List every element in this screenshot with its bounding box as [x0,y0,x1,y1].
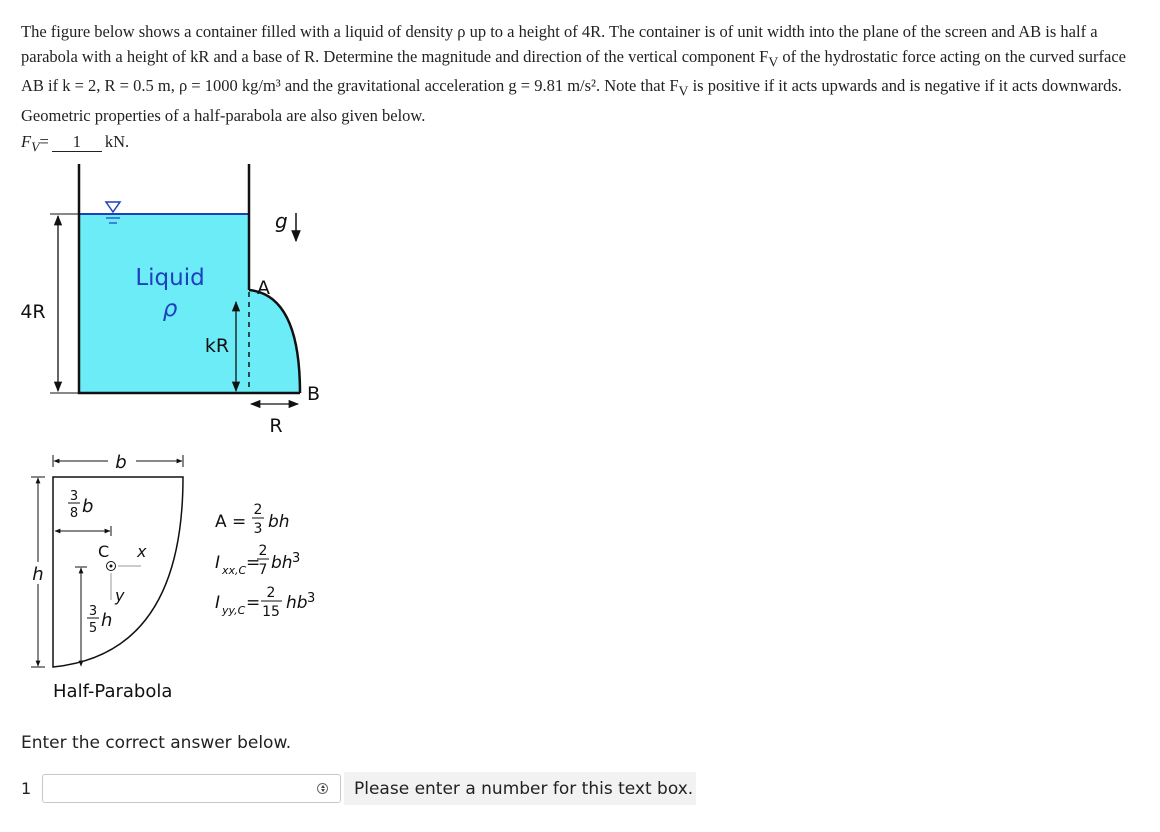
ixx-formula [215,543,300,578]
hp-h-label: h [32,564,44,585]
svg-text:I: I [215,593,221,613]
problem-figure [0,160,360,710]
svg-text:hb: hb [286,593,308,613]
svg-text:=: = [246,593,261,613]
svg-text:A =: A = [215,512,247,532]
liquid-region [79,214,300,393]
hp-b-label: b [115,452,127,473]
svg-text:I: I [215,553,221,573]
liquid-label: Liquid [135,265,205,291]
svg-text:=: = [246,553,261,573]
gravity-label: g [275,209,288,233]
area-formula [215,502,290,537]
svg-text:xx,C: xx,C [222,564,247,577]
input-hint: Please enter a number for this text box. [344,772,696,805]
hp-c-label: C [98,542,110,561]
enter-answer-prompt: Enter the correct answer below. [21,733,292,753]
svg-text:2: 2 [258,543,268,559]
svg-text:5: 5 [88,621,98,636]
svg-text:3: 3 [292,551,301,566]
svg-text:3: 3 [88,604,98,619]
iyy-formula [215,585,315,620]
svg-text:3: 3 [307,591,316,606]
free-surface-icon [106,202,120,212]
hp-x-label: x [137,542,147,561]
svg-text:8: 8 [69,506,79,521]
spinner-icon[interactable] [317,783,328,794]
point-b-label: B [307,383,321,405]
hp-y-label: y [115,586,125,605]
svg-text:yy,C: yy,C [222,604,246,617]
svg-text:3: 3 [253,521,263,537]
kr-label: kR [204,335,230,357]
point-a-label: A [257,277,270,299]
height-4r-label: 4R [20,301,46,323]
hp-three-fifths-h: h [101,610,113,631]
problem-statement: The figure below shows a container filled with a liquid of density ρ up to a height of 4R. The container is of unit width into the plane of the screen and AB is half a parabola with a height of kR and a base of R. Determine the magnitude and direction of the vertical component $F_V$ of the hydrostatic force acting on the curved surface AB if k = 2, R = 0.5 m, ρ = 1000 kg/m³ and the gravitational acceleration g = 9.81 m/s². Note that $F_V$ is positive if it acts upwards and is negative if it acts downwards. Geometric properties of a half-parabola are also given below. [21,22,1126,126]
answer-line: $F_V= 1$ kN. [21,132,130,155]
answer-blank: 1 [52,133,102,152]
svg-text:7: 7 [258,562,268,578]
rho-label: ρ [162,296,178,322]
hp-three-eighths-b: b [82,496,94,517]
svg-text:bh: bh [268,512,290,532]
answer-input[interactable] [42,774,341,803]
r-label: R [269,415,283,437]
svg-text:15: 15 [262,604,280,620]
svg-text:2: 2 [266,585,276,601]
svg-text:2: 2 [253,502,263,518]
half-parabola-title: Half-Parabola [53,681,173,702]
answer-row-number: 1 [21,779,32,798]
svg-text:3: 3 [69,489,79,504]
svg-text:bh: bh [271,553,293,573]
